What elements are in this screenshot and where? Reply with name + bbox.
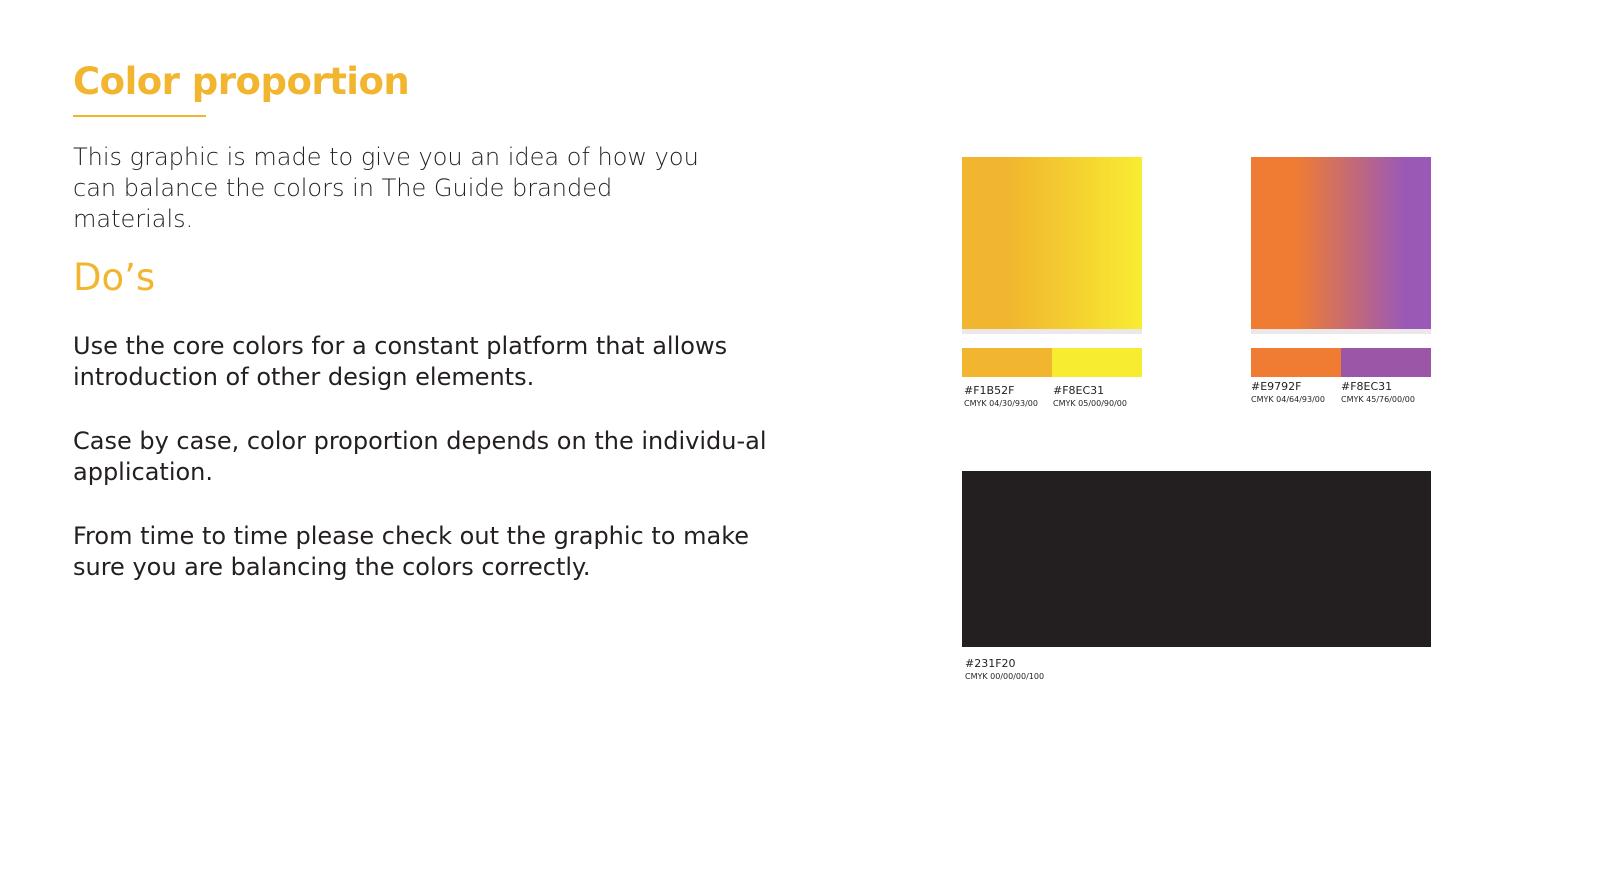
title-underline xyxy=(73,115,206,117)
dos-paragraph-2: Case by case, color proportion depends on the individu-al application. xyxy=(73,427,767,486)
hex-label: #F1B52F xyxy=(964,384,1015,397)
color-chip-f8ec31 xyxy=(1052,348,1142,377)
dos-paragraph-1: Use the core colors for a constant platform that allows introduction of other design elements. xyxy=(73,332,728,391)
dos-paragraph-3: From time to time please check out the graphic to make sure you are balancing the colors correctly. xyxy=(73,522,749,581)
cmyk-label: CMYK 04/64/93/00 xyxy=(1251,395,1325,404)
hex-label: #231F20 xyxy=(965,657,1016,670)
cmyk-label: CMYK 05/00/90/00 xyxy=(1053,399,1127,408)
cmyk-label: CMYK 04/30/93/00 xyxy=(964,399,1038,408)
yellow-swatch-group xyxy=(962,157,1142,417)
swatch-shadow xyxy=(962,329,1142,334)
swatch-shadow xyxy=(1251,329,1431,334)
color-chip-e9792f xyxy=(1251,348,1341,377)
color-chip-purple xyxy=(1341,348,1431,377)
hex-label: #F8EC31 xyxy=(1341,380,1393,393)
hex-label: #F8EC31 xyxy=(1053,384,1105,397)
orange-purple-gradient-swatch xyxy=(1251,157,1431,329)
cmyk-label: CMYK 00/00/00/100 xyxy=(965,672,1045,681)
intro-text: This graphic is made to give you an idea of how you can balance the colors in The Guide branded materials. xyxy=(73,143,699,233)
black-swatch xyxy=(962,471,1431,647)
dos-heading: Do’s xyxy=(73,256,156,299)
hex-label: #E9792F xyxy=(1251,380,1302,393)
cmyk-label: CMYK 45/76/00/00 xyxy=(1341,395,1415,404)
yellow-gradient-swatch xyxy=(962,157,1142,329)
page-title: Color proportion xyxy=(73,60,410,103)
color-chip-f1b52f xyxy=(962,348,1052,377)
orange-purple-swatch-group xyxy=(1251,157,1431,417)
